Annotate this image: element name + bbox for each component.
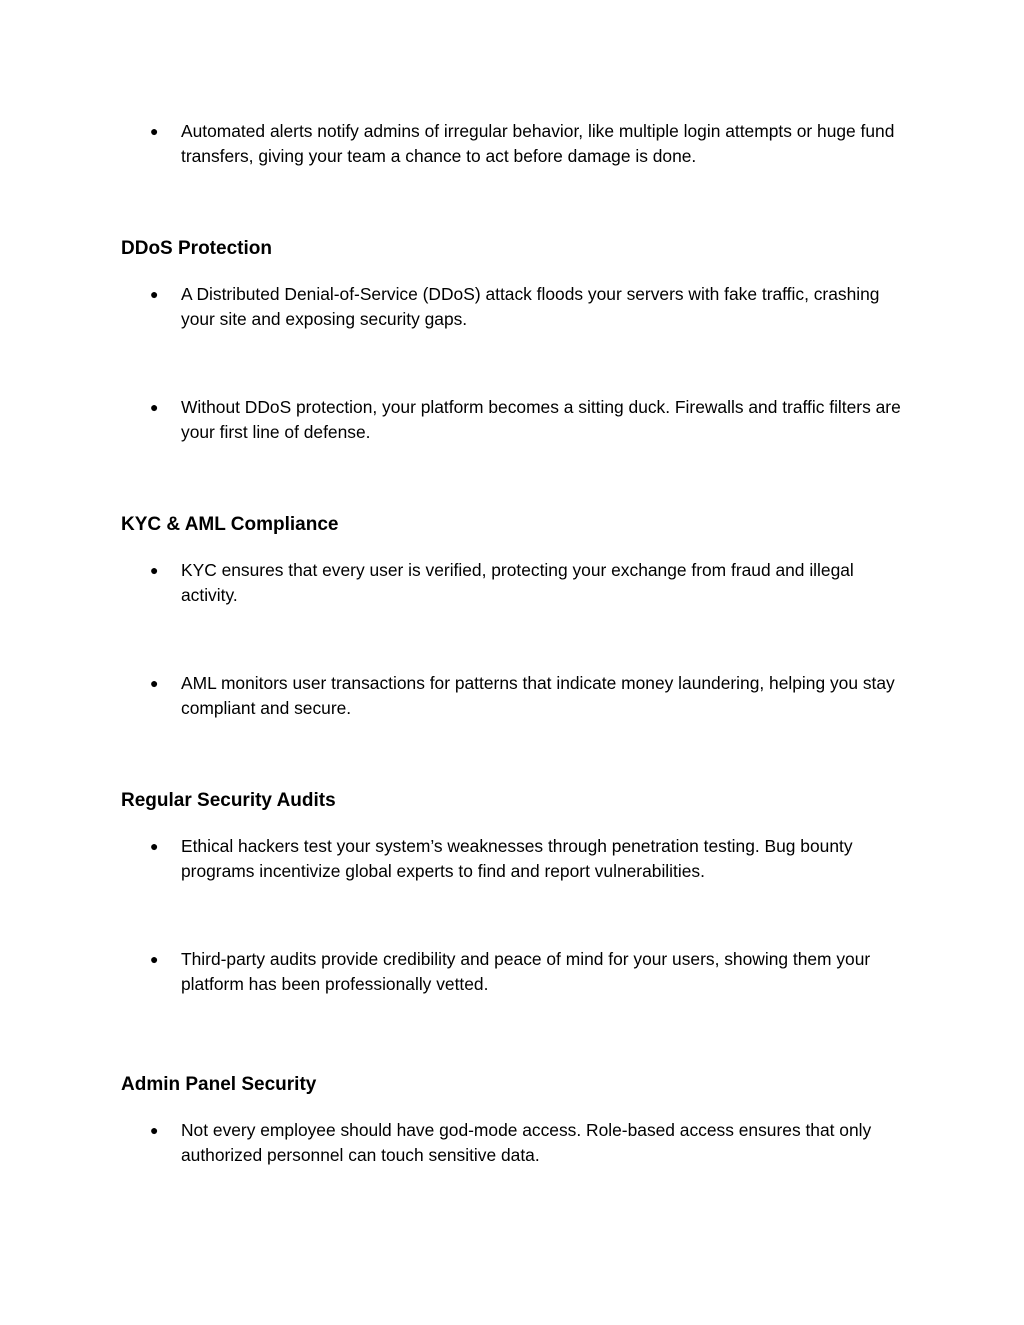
bullet-point-icon: ●: [150, 838, 159, 854]
section-heading-ddos: DDoS Protection: [121, 238, 272, 259]
bullet-text: AML monitors user transactions for patterns that indicate money laundering, helping you stay compliant and secure.: [181, 673, 895, 718]
bullet-text: A Distributed Denial-of-Service (DDoS) attack floods your servers with fake traffic, crashing your site and exposing security gaps.: [181, 284, 880, 329]
bullet-point-icon: ●: [150, 399, 159, 415]
bullet-point-icon: ●: [150, 951, 159, 967]
bullet-point-icon: ●: [150, 675, 159, 691]
bullet-text: Not every employee should have god-mode access. Role-based access ensures that only authorized personnel can touch sensitive data.: [181, 1120, 872, 1165]
bullet-point-icon: ●: [150, 562, 159, 578]
section-heading-security-audits: Regular Security Audits: [121, 790, 336, 811]
section-heading-admin-panel: Admin Panel Security: [121, 1074, 317, 1095]
bullet-text: Without DDoS protection, your platform becomes a sitting duck. Firewalls and traffic filters are your first line of defense.: [181, 397, 901, 442]
bullet-text: Ethical hackers test your system’s weaknesses through penetration testing. Bug bounty programs incentivize global experts to find and report vulnerabilities.: [181, 836, 853, 881]
section-heading-kyc-aml: KYC & AML Compliance: [121, 514, 339, 535]
bullet-text: Third-party audits provide credibility and peace of mind for your users, showing them your platform has been professionally vetted.: [181, 949, 871, 994]
bullet-text: KYC ensures that every user is verified, protecting your exchange from fraud and illegal activity.: [181, 560, 854, 605]
bullet-point-icon: ●: [150, 1122, 159, 1138]
bullet-text: Automated alerts notify admins of irregular behavior, like multiple login attempts or huge fund transfers, giving your team a chance to act before damage is done.: [181, 121, 895, 166]
bullet-point-icon: ●: [150, 123, 159, 139]
bullet-point-icon: ●: [150, 286, 159, 302]
